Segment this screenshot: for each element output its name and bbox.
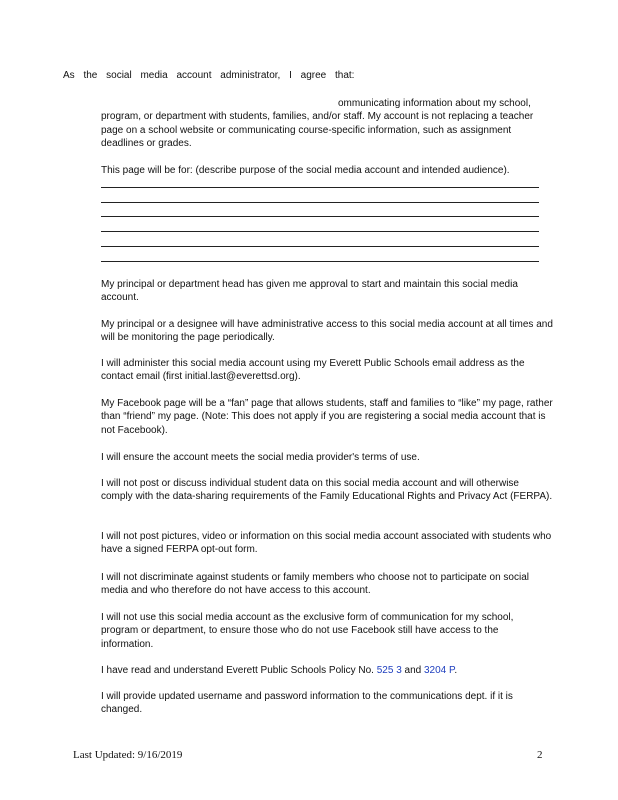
list-item-text: I will administer this social media account using my Everett Public Schools email address as the contact email (first initial.last@everettsd.org). bbox=[101, 358, 525, 383]
list-item-text: I will provide updated username and password information to the communications dept. if it is changed. bbox=[101, 691, 513, 716]
list-item bbox=[81, 318, 553, 345]
agreement-intro: As the social media account administrator, I agree that: bbox=[63, 70, 355, 81]
lead-text: ommunicating information about my school, program, or department with students, families, and/or staff. My account is not replacing a teacher page on a school website or communicating course-specific information, such as assignment deadlines or grades. bbox=[101, 98, 534, 150]
list-item bbox=[81, 690, 553, 717]
blank-fill-line bbox=[101, 187, 539, 188]
list-item bbox=[81, 571, 553, 598]
last-updated-footer: Last Updated: 9/16/2019 bbox=[73, 749, 183, 761]
list-item bbox=[81, 278, 553, 305]
list-item-text: I will not post or discuss individual student data on this social media account and will otherwise comply with the data-sharing requirements of the Family Educational Rights and Privacy Act (FERPA). bbox=[101, 478, 553, 503]
list-item bbox=[81, 397, 553, 437]
blank-fill-line bbox=[101, 261, 539, 262]
list-item bbox=[81, 611, 553, 651]
list-item-text: My principal or a designee will have administrative access to this social media account at all times and will be monitoring the page periodically. bbox=[101, 319, 553, 344]
list-item-text: I will not post pictures, video or information on this social media account associated with students who have a signed FERPA opt-out form. bbox=[101, 531, 552, 556]
list-item-purpose bbox=[81, 164, 553, 177]
list-item-text: This page will be for: (describe purpose of the social media account and intended audience). bbox=[101, 165, 510, 176]
list-item bbox=[81, 451, 553, 464]
list-item-policy bbox=[81, 664, 553, 677]
blank-fill-line bbox=[101, 231, 539, 232]
list-item-text: I will not discriminate against students or family members who choose not to participate on social media and who therefore do not have access to this account. bbox=[101, 572, 529, 597]
list-item-text: I have read and understand Everett Public Schools Policy No. 525 3 and 3204 P. bbox=[101, 665, 458, 676]
policy-525-3-link[interactable]: 525 3 bbox=[376, 665, 402, 676]
list-item-text: My principal or department head has given me approval to start and maintain this social media account. bbox=[101, 279, 518, 304]
list-item bbox=[81, 357, 553, 384]
policy-3204p-link[interactable]: 3204 P bbox=[424, 665, 455, 676]
list-item bbox=[81, 530, 553, 557]
list-item bbox=[81, 477, 553, 504]
agreement-lead-paragraph bbox=[101, 97, 553, 151]
list-item-text: I will ensure the account meets the social media provider's terms of use. bbox=[101, 452, 420, 463]
list-item-text: I will not use this social media account as the exclusive form of communication for my school, program or department, to ensure those who do not use Facebook still have access to the information. bbox=[101, 612, 514, 650]
blank-fill-line bbox=[101, 202, 539, 203]
page-number: 2 bbox=[537, 749, 543, 761]
list-item-text: My Facebook page will be a “fan” page that allows students, staff and families to “like” my page, rather than “friend” my page. (Note: This does not apply if you are registering a social media account that is not Facebook). bbox=[101, 398, 553, 436]
blank-fill-line bbox=[101, 246, 539, 247]
blank-fill-line bbox=[101, 216, 539, 217]
